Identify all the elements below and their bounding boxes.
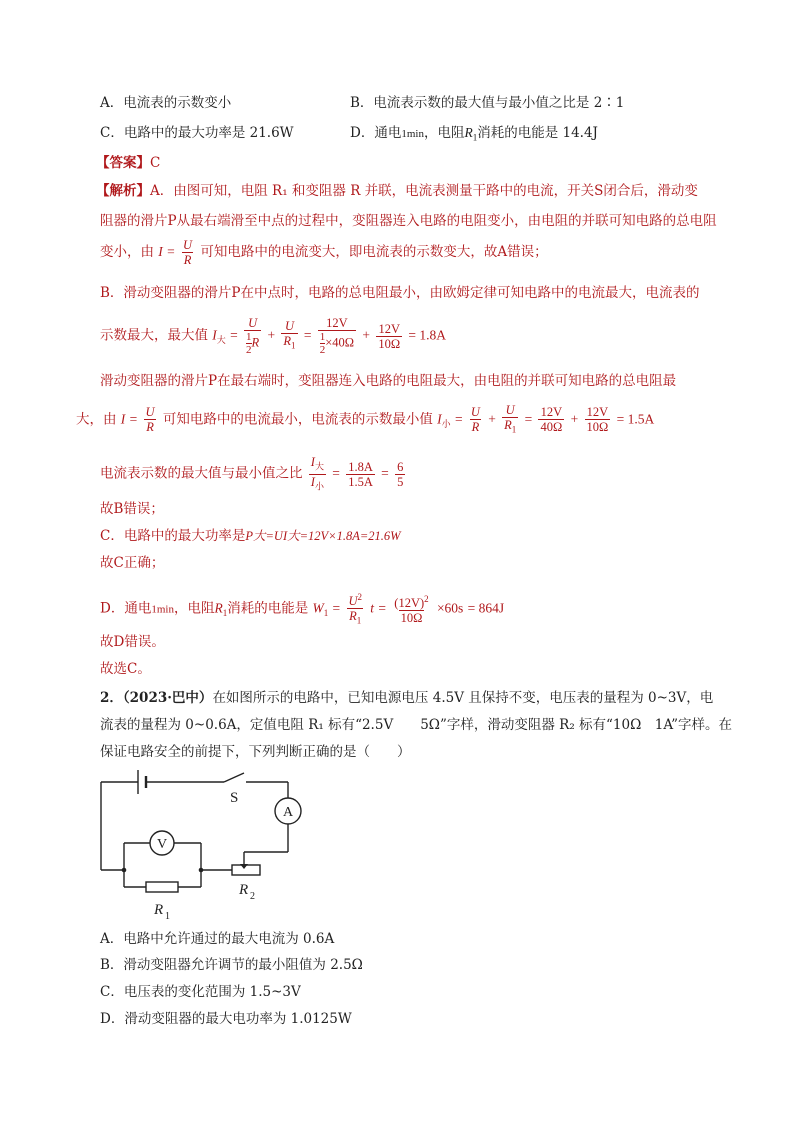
analysis-a-line-3: 变小，由 I = $\frac{U}{R}$ 可知电路中的电流变大，即电流表的示数变大，故A错误； [100, 238, 548, 267]
analysis-d-line: D．通电1min，电阻$R_1$消耗的电能是 $W_1$ = $\frac{U^2}{R_1}$ t = $\frac{(12V)^2}{10\Omega}$ ×60s = 864J [100, 592, 505, 626]
q2-stem-line-1: 2．（2023·巴中）在如图所示的电路中，已知电源电压 4.5V 且保持不变，电压表的量程为 0~3V，电 [100, 690, 714, 706]
q2-stem-line-3: 保证电路安全的前提下，下列判断正确的是（ ） [100, 744, 411, 760]
q2-source: （2023·巴中） [122, 690, 213, 706]
q1-option-row-2 [100, 123, 598, 143]
analysis-d-conclusion: 故D错误。 [100, 634, 165, 650]
r1-label: R [154, 902, 164, 918]
circuit-diagram [96, 764, 316, 924]
q2-option-a: A．电路中允许通过的最大电流为 0.6A [100, 931, 335, 947]
analysis-final-choice: 故选C。 [100, 661, 151, 677]
analysis-c-line: C．电路中的最大功率是P大=UI大=12V×1.8A=21.6W [100, 528, 401, 544]
q1-option-row-1 [100, 93, 625, 113]
r2-slider-arrow [240, 864, 248, 869]
r2-label-sub: 2 [250, 891, 255, 902]
ammeter-label: A [283, 805, 294, 820]
r2-label: R [239, 882, 249, 898]
switch-blade [224, 773, 244, 782]
q2-option-c: C．电压表的变化范围为 1.5~3V [100, 984, 301, 1000]
analysis-c-conclusion: 故C正确； [100, 555, 165, 571]
q1-option-b: B．电流表示数的最大值与最小值之比是 2∶1 [350, 95, 625, 111]
r1-resistor-body [146, 882, 178, 892]
analysis-b-line-1: B．滑动变阻器的滑片P在中点时，电路的总电阻最小，由欧姆定律可知电路中的电流最大，电流表的 [100, 285, 700, 301]
q2-option-d: D．滑动变阻器的最大电功率为 1.0125W [100, 1011, 352, 1027]
analysis-b-conclusion: 故B错误； [100, 501, 164, 517]
analysis-b-ratio: 电流表示数的最大值与最小值之比 $\frac{I_大}{I_小}$ = $\frac{1.8A}{1.5A}$ = $\frac{6}{5}$ [100, 455, 404, 491]
q2-option-b: B．滑动变阻器允许调节的最小阻值为 2.5Ω [100, 957, 363, 973]
q1-option-c: C．电路中的最大功率是 21.6W [100, 125, 294, 141]
q1-answer: 【答案】C [96, 155, 161, 171]
voltmeter-label: V [157, 837, 168, 852]
q1-option-d: D．通电1min，电阻$R_1$消耗的电能是 14.4J [350, 125, 598, 143]
analysis-a-line-2: 阻器的滑片P从最右端滑至中点的过程中，变阻器连入电路的电阻变小，由电阻的并联可知电路的总电阻 [100, 213, 717, 229]
switch-label: S [230, 790, 239, 806]
analysis-a-line-1: 【解析】A．由图可知，电阻 R₁ 和变阻器 R 并联，电流表测量干路中的电流，开关S闭合后，滑动变 [96, 183, 698, 199]
analysis-b-line-4: 大，由 I = $\frac{U}{R}$ 可知电路中的电流最小，电流表的示数最小值 $I_小$ = $\frac{U}{R}$ + $\frac{U}{R_1}$ = $\frac{12V}{40\Omega}$ + $\frac{12V}{10\Omega}$ = 1.5A [76, 403, 655, 435]
q2-stem-line-2: 流表的量程为 0~0.6A，定值电阻 R₁ 标有“2.5V 5Ω”字样，滑动变阻器 R₂ 标有“10Ω 1A”字样。在 [100, 717, 733, 733]
analysis-b-line-3: 滑动变阻器的滑片P在最右端时，变阻器连入电路的电阻最大，由电阻的并联可知电路的总电阻最 [100, 373, 677, 389]
r1-label-sub: 1 [165, 911, 170, 922]
analysis-b-line-2: 示数最大，最大值 $I_大$ = U $\frac{1}{2}$ R + $\frac{U}{R_1}$ = 12V $\frac{1}{2}$ ×40Ω + $\frac{12V}{10\Omega}$ = 1.8A [100, 316, 447, 356]
q1-option-a: A．电流表的示数变小 [100, 95, 232, 111]
